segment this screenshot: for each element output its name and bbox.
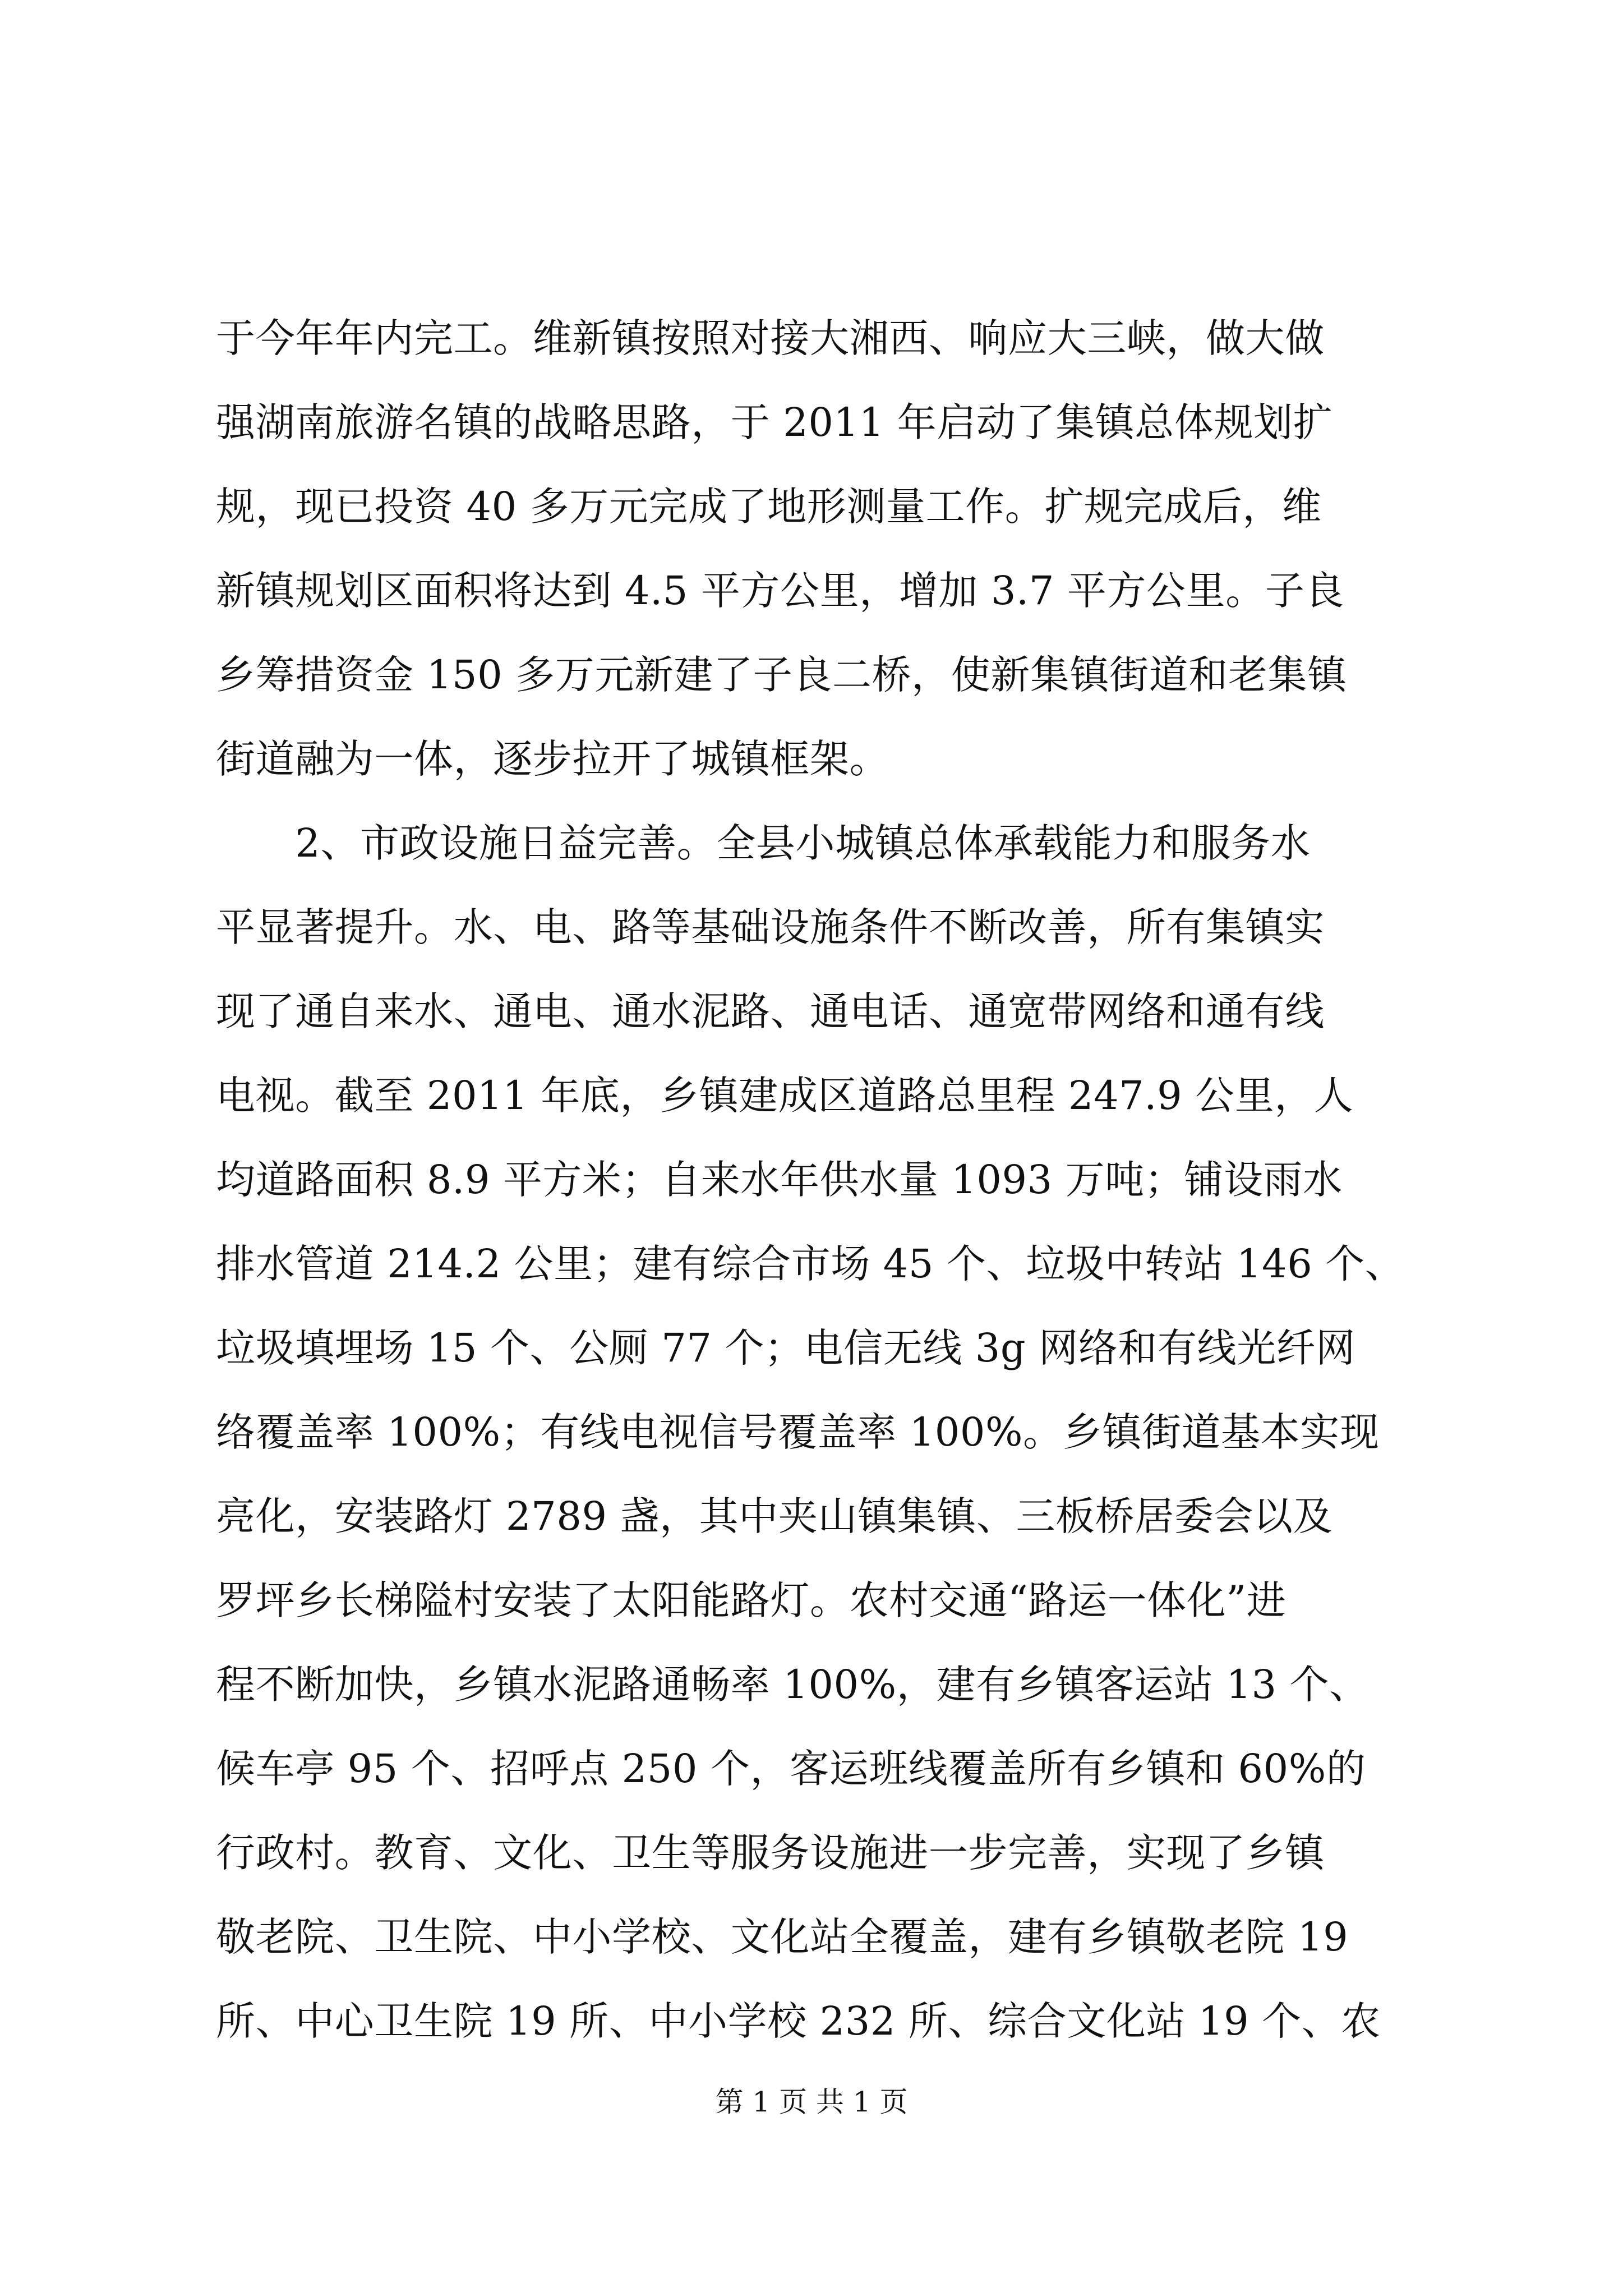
text-line: 于今年年内完工。维新镇按照对接大湘西、响应大三峡，做大做 (216, 315, 1325, 361)
text-line: 电视。截至 2011 年底，乡镇建成区道路总里程 247.9 公里，人 (216, 1073, 1354, 1119)
text-line: 排水管道 214.2 公里；建有综合市场 45 个、垃圾中转站 146 个、 (216, 1241, 1405, 1287)
text-line: 乡筹措资金 150 多万元新建了子良二桥，使新集镇街道和老集镇 (216, 652, 1347, 698)
text-line: 平显著提升。水、电、路等基础设施条件不断改善，所有集镇实 (216, 904, 1325, 950)
text-line: 所、中心卫生院 19 所、中小学校 232 所、综合文化站 19 个、农 (216, 1998, 1381, 2044)
text-line: 2、市政设施日益完善。全县小城镇总体承载能力和服务水 (216, 820, 1311, 866)
text-line: 新镇规划区面积将达到 4.5 平方公里，增加 3.7 平方公里。子良 (216, 568, 1345, 614)
text-line: 罗坪乡长梯隘村安装了太阳能路灯。农村交通“路运一体化”进 (216, 1577, 1287, 1623)
text-line: 规，现已投资 40 多万元完成了地形测量工作。扩规完成后，维 (216, 484, 1322, 530)
text-line: 敬老院、卫生院、中小学校、文化站全覆盖，建有乡镇敬老院 19 (216, 1914, 1349, 1960)
text-line: 行政村。教育、文化、卫生等服务设施进一步完善，实现了乡镇 (216, 1830, 1325, 1876)
text-line: 亮化，安装路灯 2789 盏，其中夹山镇集镇、三板桥居委会以及 (216, 1493, 1333, 1539)
text-line: 候车亭 95 个、招呼点 250 个，客运班线覆盖所有乡镇和 60%的 (216, 1746, 1366, 1792)
body-text (216, 296, 1438, 2063)
text-line: 现了通自来水、通电、通水泥路、通电话、通宽带网络和通有线 (216, 988, 1325, 1034)
text-line: 街道融为一体，逐步拉开了城镇框架。 (216, 736, 889, 782)
text-line: 程不断加快，乡镇水泥路通畅率 100%，建有乡镇客运站 13 个、 (216, 1662, 1369, 1708)
text-line: 强湖南旅游名镇的战略思路，于 2011 年启动了集镇总体规划扩 (216, 399, 1333, 445)
text-line: 络覆盖率 100%；有线电视信号覆盖率 100%。乡镇街道基本实现 (216, 1409, 1380, 1455)
text-line: 垃圾填埋场 15 个、公厕 77 个；电信无线 3g 网络和有线光纤网 (216, 1325, 1355, 1371)
page-footer: 第 1 页 共 1 页 (715, 2086, 908, 2118)
text-line: 均道路面积 8.9 平方米；自来水年供水量 1093 万吨；铺设雨水 (216, 1157, 1343, 1203)
